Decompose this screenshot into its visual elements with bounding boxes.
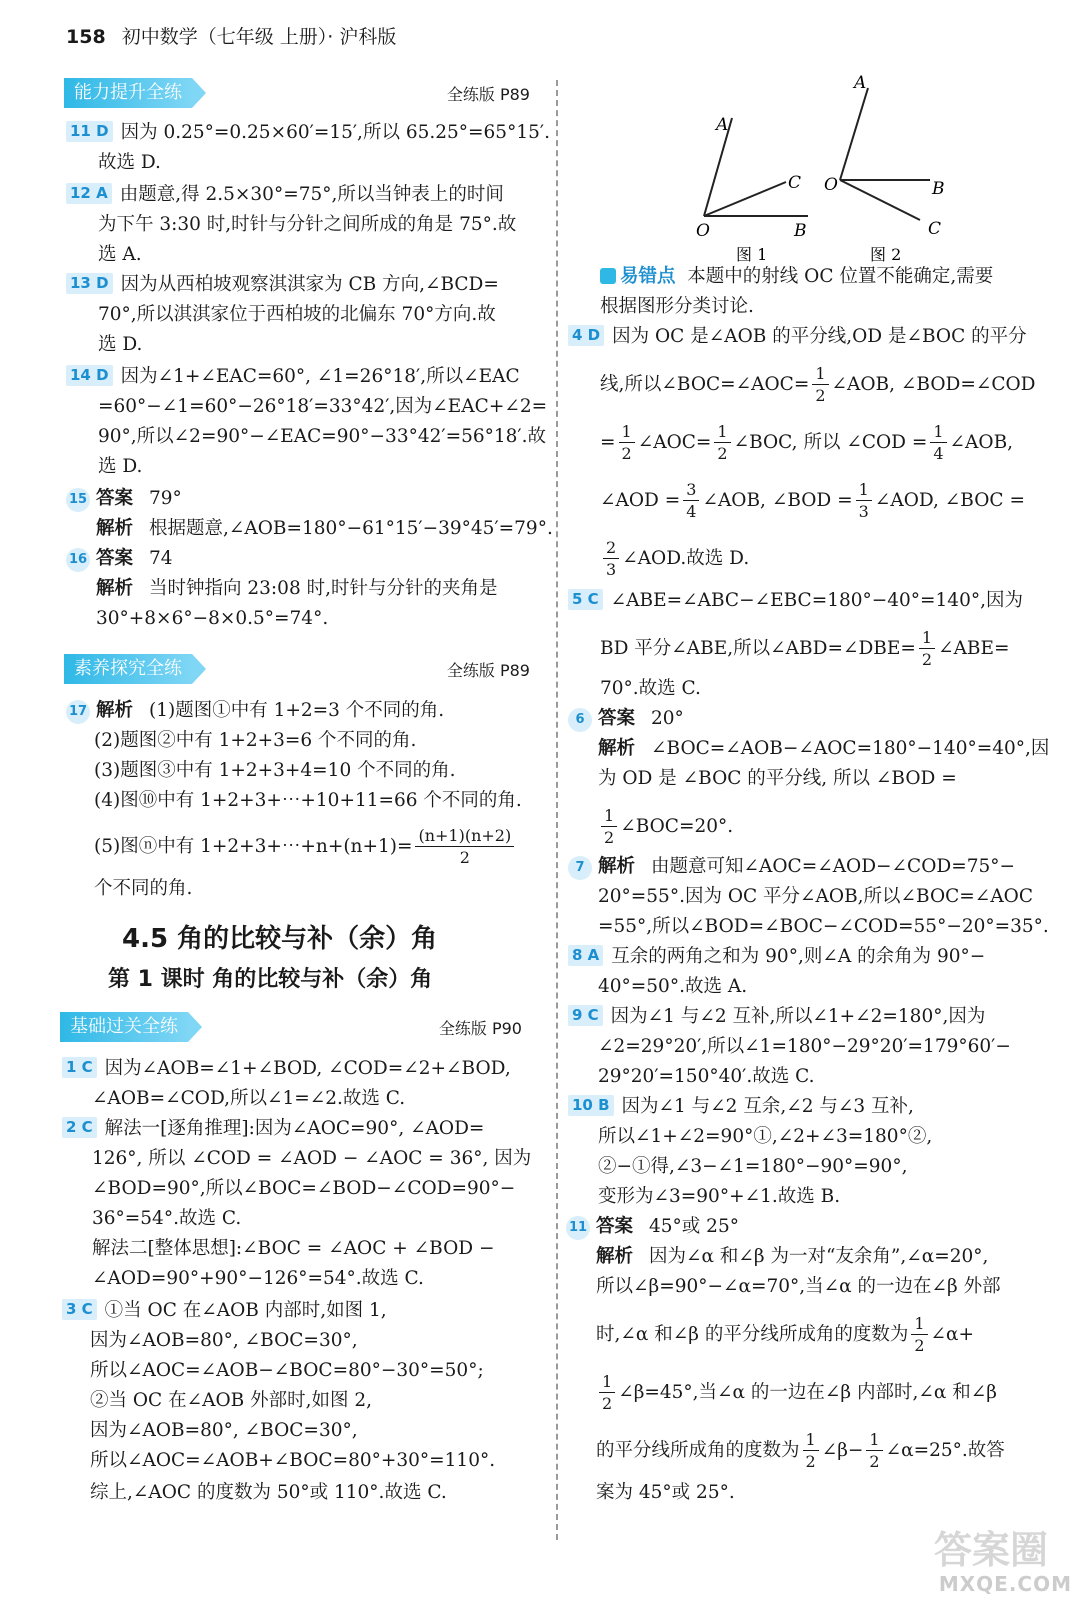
answer-tag: 3 C (62, 1299, 97, 1320)
fig1-label-a: A (716, 115, 729, 135)
answer-tag: 9 C (568, 1005, 603, 1026)
warning-icon (600, 268, 616, 284)
text-line: (1)题图①中有 1+2=3 个不同的角. (149, 700, 445, 721)
banner-ref: 全练版 P90 (438, 1018, 522, 1038)
fraction: $\frac{1}{2}$ (866, 1432, 882, 1470)
answer-value: 74 (149, 548, 173, 569)
text-line: 90°,所以∠2=90°−∠EAC=90°−33°42′=56°18′.故 (98, 426, 546, 447)
question-number: 11 (566, 1216, 590, 1240)
angle-figures (690, 70, 960, 266)
text-line: 本题中的射线 OC 位置不能确定,需要 (687, 266, 994, 287)
text-line: 根据图形分类讨论. (600, 296, 754, 317)
q17 (66, 696, 444, 726)
q16-answer (66, 544, 173, 574)
r5-line2: BD 平分∠ABE,所以∠ABD=∠DBE= $\frac{1}{2}$ ∠ABE= (600, 628, 1010, 669)
r9 (568, 1002, 985, 1032)
fig1-label-c: C (788, 173, 802, 193)
text-line: 20°=55°.因为 OC 平分∠AOB,所以∠BOC=∠AOC (598, 886, 1033, 907)
fraction: $\frac{1}{2}$ (911, 1316, 927, 1354)
text-line: 70°.故选 C. (600, 678, 701, 699)
text-line: ∠AOB=∠COD,所以∠1=∠2.故选 C. (92, 1088, 406, 1109)
answer-tag: 12 A (66, 183, 112, 204)
b2 (62, 1114, 484, 1144)
text-line: 因为∠AOB=∠1+∠BOD, ∠COD=∠2+∠BOD, (104, 1058, 511, 1079)
fig2-label-c: C (928, 219, 942, 239)
r4-line4: ∠AOD = $\frac{3}{4}$ ∠AOB, ∠BOD = $\frac{1}{3}$ ∠AOD, ∠BOC = (600, 480, 1025, 521)
text-line: ①当 OC 在∠AOB 内部时,如图 1, (104, 1300, 387, 1321)
text-line: 为下午 3:30 时,时针与分针之间所成的角是 75°.故 (98, 214, 517, 235)
text-line: 解法一[逐角推理]:因为∠AOC=90°, ∠AOD= (104, 1118, 485, 1139)
text-line: 综上,∠AOC 的度数为 50°或 110°.故选 C. (90, 1482, 447, 1503)
text-line: 29°20′=150°40′.故选 C. (598, 1066, 815, 1087)
text-line: 当时钟指向 23:08 时,时针与分针的夹角是 (149, 578, 498, 599)
r11-answer (566, 1212, 739, 1242)
text-line: ∠BOC=∠AOB−∠AOC=180°−140°=40°,因 (651, 738, 1050, 759)
text-line: 70°,所以淇淇家位于西柏坡的北偏东 70°方向.故 (98, 304, 496, 325)
note-label: 易错点 (620, 266, 676, 287)
text-line: 所以∠AOC=∠AOB−∠BOC=80°−30°=50°; (90, 1360, 484, 1381)
answer-tag: 14 D (66, 365, 113, 386)
text-line: 因为∠1 与∠2 互余,∠2 与∠3 互补, (621, 1096, 914, 1117)
r4-line2: 线,所以∠BOC=∠AOC= $\frac{1}{2}$ ∠AOB, ∠BOD=∠COD (600, 364, 1036, 405)
fraction: $\frac{(n+1)(n+2)}{2}$ (415, 828, 514, 866)
answer-tag: 4 D (568, 325, 604, 346)
fig1-caption: 图 1 (736, 245, 768, 264)
text-line: 因为∠α 和∠β 为一对“友余角”,∠α=20°, (649, 1246, 989, 1267)
text-line: =55°,所以∠BOD=∠BOC−∠COD=55°−20°=35°. (598, 916, 1049, 937)
b1 (62, 1054, 511, 1084)
page-number: 158 (66, 26, 106, 48)
text-line: 因为从西柏坡观察淇淇家为 CB 方向,∠BCD= (120, 274, 499, 295)
fraction: $\frac{1}{3}$ (856, 482, 872, 520)
text-line: 30°+8×6°−8×0.5°=74°. (96, 608, 329, 629)
fraction: $\frac{1}{4}$ (930, 424, 946, 462)
answer-tag: 11 D (66, 121, 113, 142)
r11-line5: 的平分线所成角的度数为 $\frac{1}{2}$ ∠β− $\frac{1}{2}$ ∠α=25°.故答 (596, 1430, 1005, 1471)
q16-explanation (96, 574, 497, 604)
fraction: $\frac{2}{3}$ (603, 540, 619, 578)
text-line: (3)题图③中有 1+2+3+4=10 个不同的角. (94, 760, 456, 781)
r4-line3: = $\frac{1}{2}$ ∠AOC= $\frac{1}{2}$ ∠BOC, 所以 ∠COD = $\frac{1}{4}$ ∠AOB, (600, 422, 1014, 463)
fig2-caption: 图 2 (870, 245, 902, 264)
r7 (568, 852, 1015, 882)
text-line: 故选 D. (98, 152, 161, 173)
text-line: ∠AOD=90°+90°−126°=54°.故选 C. (92, 1268, 424, 1289)
text-line: 由题意可知∠AOC=∠AOD−∠COD=75°− (651, 856, 1016, 877)
answer-tag: 1 C (62, 1057, 97, 1078)
question-number: 7 (568, 856, 592, 880)
text-line: 36°=54°.故选 C. (92, 1208, 242, 1229)
fraction: $\frac{1}{2}$ (812, 366, 828, 404)
q15-explanation (96, 514, 553, 544)
text-line: 个不同的角. (94, 878, 193, 899)
figure-1 (696, 115, 808, 264)
fraction: $\frac{1}{2}$ (714, 424, 730, 462)
question-number: 6 (568, 708, 592, 732)
r5 (568, 586, 1023, 616)
answer-value: 79° (149, 488, 182, 509)
r11-explanation (596, 1242, 988, 1272)
fraction: $\frac{1}{2}$ (919, 630, 935, 668)
fraction: $\frac{1}{2}$ (601, 808, 617, 846)
text-line: 选 A. (98, 244, 142, 265)
fraction: $\frac{1}{2}$ (803, 1432, 819, 1470)
answer-label: 答案 (596, 1216, 634, 1237)
text-line: 解法二[整体思想]:∠BOC = ∠AOC + ∠BOD − (92, 1238, 495, 1259)
explanation-label: 解析 (96, 578, 134, 599)
text-line: (2)题图②中有 1+2+3=6 个不同的角. (94, 730, 417, 751)
question-number: 15 (66, 488, 90, 512)
q14 (66, 362, 520, 392)
section-title: 4.5 角的比较与补（余）角 (122, 924, 438, 954)
page-header (66, 22, 396, 49)
watermark-logo: 答案圈 (933, 1528, 1048, 1572)
text-line: 所以∠AOC=∠AOB+∠BOC=80°+30°=110°. (90, 1450, 496, 1471)
banner-basic (60, 1010, 522, 1044)
fig1-label-b: B (794, 221, 807, 241)
explanation-label: 解析 (598, 738, 636, 759)
r6-line3: $\frac{1}{2}$ ∠BOC=20°. (598, 808, 733, 846)
explanation-label: 解析 (598, 856, 636, 877)
text-line: ②−①得,∠3−∠1=180°−90°=90°, (598, 1156, 908, 1177)
explanation-label: 解析 (96, 700, 134, 721)
answer-tag: 10 B (568, 1095, 614, 1116)
text-line: 案为 45°或 25°. (596, 1482, 735, 1503)
r4-line5: $\frac{2}{3}$ ∠AOD.故选 D. (600, 540, 749, 578)
fraction: $\frac{1}{2}$ (619, 424, 635, 462)
question-number: 17 (66, 700, 90, 724)
r10 (568, 1092, 914, 1122)
text-line: 因为∠1 与∠2 互补,所以∠1+∠2=180°,因为 (610, 1006, 986, 1027)
r11-line3: 时,∠α 和∠β 的平分线所成角的度数为 $\frac{1}{2}$ ∠α+ (596, 1314, 975, 1355)
text-line: 根据题意,∠AOB=180°−61°15′−39°45′=79°. (149, 518, 553, 539)
text-line: ②当 OC 在∠AOB 外部时,如图 2, (90, 1390, 372, 1411)
answer-tag: 8 A (568, 945, 603, 966)
text-line: 所以∠1+∠2=90°①,∠2+∠3=180°②, (598, 1126, 933, 1147)
fraction: $\frac{1}{2}$ (599, 1374, 615, 1412)
r8 (568, 942, 985, 972)
text-line: 因为∠AOB=80°, ∠BOC=30°, (90, 1420, 358, 1441)
q15-answer (66, 484, 182, 514)
column-divider (556, 80, 558, 1540)
book-title: 初中数学（七年级 上册）· 沪科版 (121, 26, 397, 48)
answer-tag: 5 C (568, 589, 603, 610)
answer-label: 答案 (96, 548, 134, 569)
text-line: 因为∠AOB=80°, ∠BOC=30°, (90, 1330, 358, 1351)
text-line: 因为 0.25°=0.25×60′=15′,所以 65.25°=65°15′. (120, 122, 550, 143)
text-line: 126°, 所以 ∠COD = ∠AOD − ∠AOC = 36°, 因为 (92, 1148, 532, 1169)
banner-ref: 全练版 P89 (446, 84, 530, 104)
text-line: ∠2=29°20′,所以∠1=180°−29°20′=179°60′− (598, 1036, 1011, 1057)
banner-label: 基础过关全练 (60, 1012, 188, 1042)
text-line: 因为 OC 是∠AOB 的平分线,OD 是∠BOC 的平分 (612, 326, 1027, 347)
q12 (66, 180, 504, 210)
text-line: (5)图ⓝ中有 1+2+3+⋯+n+(n+1)= (94, 836, 413, 857)
text-line: 变形为∠3=90°+∠1.故选 B. (598, 1186, 841, 1207)
banner-ref: 全练版 P89 (446, 660, 530, 680)
banner-literacy (64, 652, 530, 686)
r6-answer (568, 704, 684, 734)
text-line: ∠ABE=∠ABC−∠EBC=180°−40°=140°,因为 (610, 590, 1023, 611)
figure-2 (824, 73, 945, 264)
text-line: 选 D. (98, 334, 143, 355)
watermark-site: MXQE.COM (938, 1572, 1072, 1596)
text-line: 选 D. (98, 456, 143, 477)
answer-label: 答案 (96, 488, 134, 509)
text-line: 因为∠1+∠EAC=60°, ∠1=26°18′,所以∠EAC (120, 366, 520, 387)
fig2-label-o: O (824, 175, 838, 195)
text-line: 40°=50°.故选 A. (598, 976, 748, 997)
text-line: ∠BOD=90°,所以∠BOC=∠BOD−∠COD=90°− (92, 1178, 516, 1199)
banner-ability (64, 76, 530, 110)
answer-value: 45°或 25° (649, 1216, 739, 1237)
question-number: 16 (66, 548, 90, 572)
fraction: $\frac{3}{4}$ (683, 482, 699, 520)
text-line: 为 OD 是 ∠BOC 的平分线, 所以 ∠BOD = (598, 768, 957, 789)
r6-explanation (598, 734, 1049, 764)
section-subtitle: 第 1 课时 角的比较与补（余）角 (108, 967, 433, 992)
r11-line4: $\frac{1}{2}$ ∠β=45°,当∠α 的一边在∠β 内部时,∠α 和∠β (596, 1374, 997, 1412)
banner-label: 素养探究全练 (64, 654, 192, 684)
answer-value: 20° (651, 708, 684, 729)
answer-tag: 13 D (66, 273, 113, 294)
q11 (66, 118, 550, 148)
text-line: 所以∠β=90°−∠α=70°,当∠α 的一边在∠β 外部 (596, 1276, 1001, 1297)
error-prone-note (600, 262, 993, 292)
banner-label: 能力提升全练 (64, 78, 192, 108)
fig2-label-b: B (932, 179, 945, 199)
q17-part5 (94, 828, 517, 866)
explanation-label: 解析 (96, 518, 134, 539)
answer-label: 答案 (598, 708, 636, 729)
text-line: (4)图⑩中有 1+2+3+⋯+10+11=66 个不同的角. (94, 790, 522, 811)
explanation-label: 解析 (596, 1246, 634, 1267)
q13 (66, 270, 499, 300)
text-line: =60°−∠1=60°−26°18′=33°42′,因为∠EAC+∠2= (98, 396, 548, 417)
fig2-label-a: A (854, 73, 867, 93)
text-line: 由题意,得 2.5×30°=75°,所以当钟表上的时间 (119, 184, 504, 205)
answer-tag: 2 C (62, 1117, 97, 1138)
b3 (62, 1296, 387, 1326)
text-line: 互余的两角之和为 90°,则∠A 的余角为 90°− (611, 946, 986, 967)
r4 (568, 322, 1027, 352)
fig1-label-o: O (696, 221, 710, 241)
